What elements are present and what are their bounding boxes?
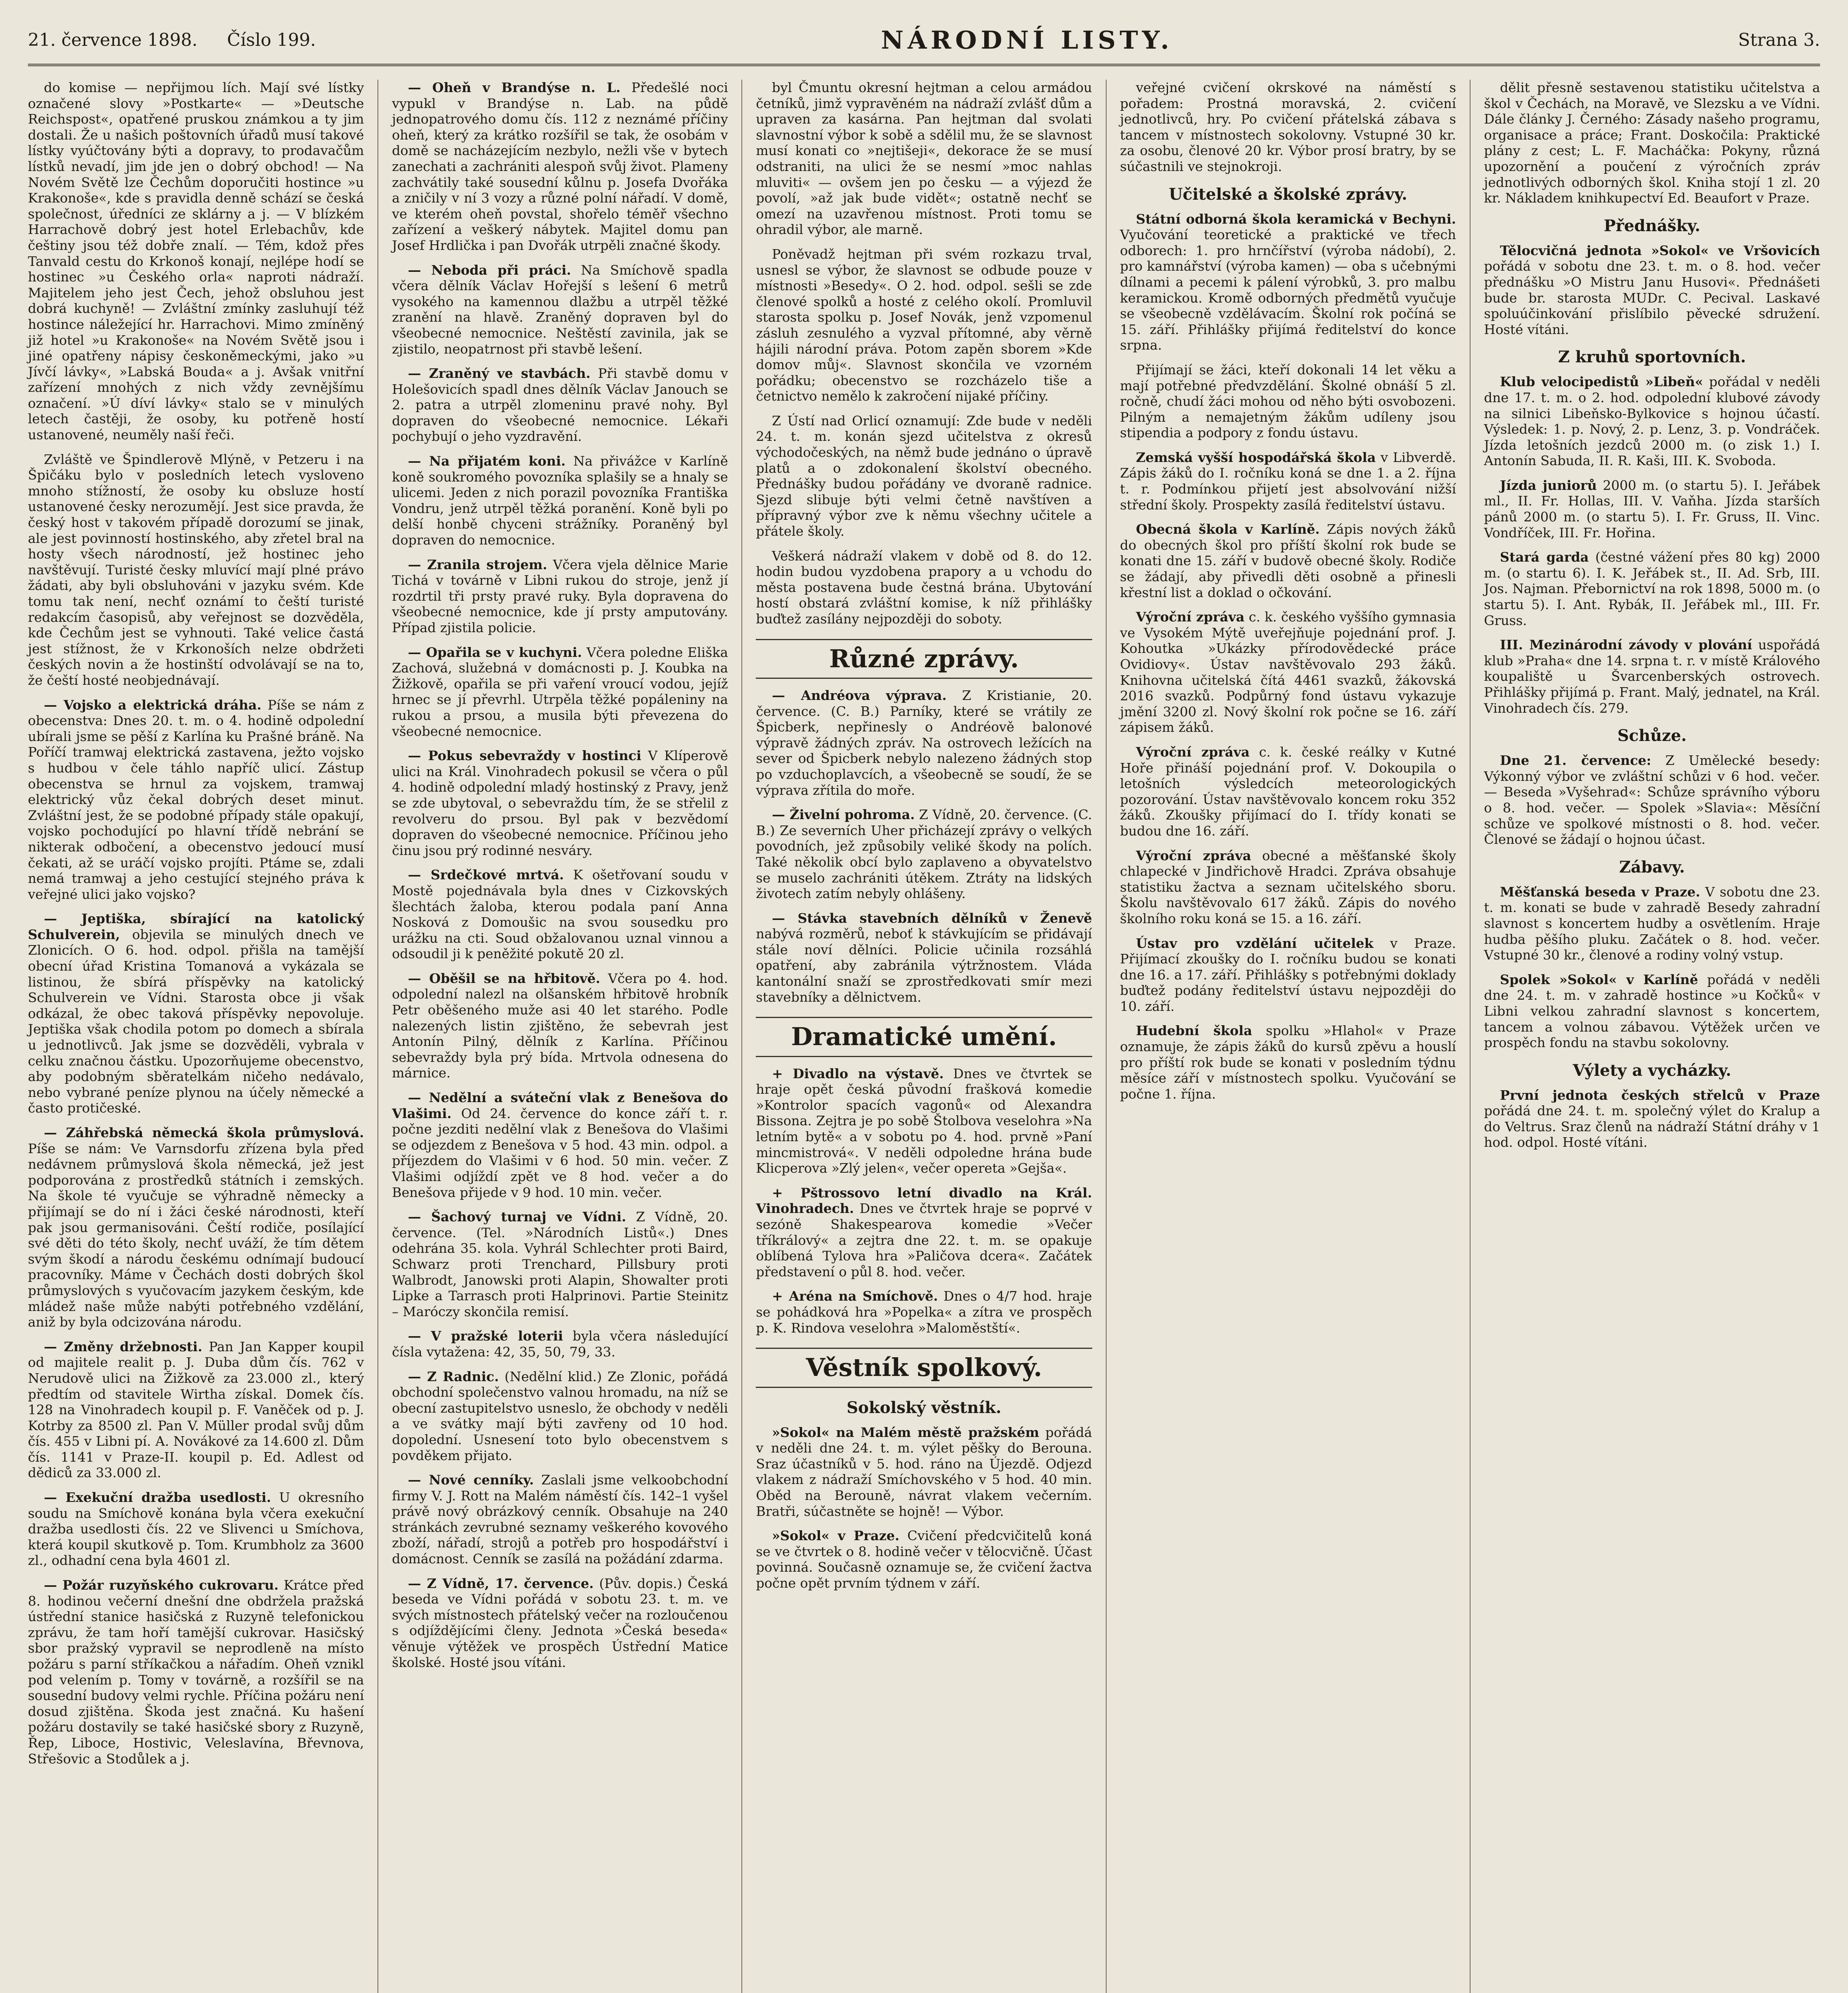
article-headline: Tělocvičná jednota »Sokol« ve Vršovicích	[1500, 242, 1820, 258]
column-1	[28, 80, 364, 1993]
article-paragraph	[28, 1339, 364, 1481]
article-body: c. k. české reálky v Kutné Hoře přináší pojednání prof. V. Dokoupila o letošních výsledcích meteorologických pozorování. Ústav navštěvovalo koncem roku 352 žáků. Zkoušky přijímací do I. třídy konati se budou dne 16. září.	[1120, 744, 1456, 839]
article-body: K ošetřovaní soudu v Mostě pojednávala byla dnes v Cizkovských šlechtách žaloba, kterou podala paní Anna Nosková z Domoušic na svou sousedku pro urážku na cti. Soud obžalovanou uznal vinnou a odsoudil ji k peněžité pokutě 20 zl.	[392, 867, 728, 962]
article-body: pořádá v neděli dne 24. t. m. výlet pěšky do Berouna. Sraz účastníků v 5. hod. ráno na Újezdě. Odjezd vlakem z nádraží Smíchovského v 5 hod. 40 min. Oběd na Berouně, návrat vlakem večerním. Bratři, súčastněte se hojně! — Výbor.	[756, 1424, 1092, 1519]
article-paragraph	[756, 910, 1092, 1005]
article-headline: — Nedělní a sváteční vlak z Benešova do Vlašimi.	[392, 1090, 728, 1121]
article-body: Z Vídně, 20. července. (Tel. »Národních Listů«.) Dnes odehrána 35. kola. Vyhrál Schlechter proti Baird, Schwarz proti Trenchard, Pillsbury proti Walbrodt, Janowski proti Alapin, Showalter proti Lipke a Tarrasch proti Halprinovi. Partie Steinitz – Maróczy skončila remisí.	[392, 1209, 728, 1319]
article-paragraph	[1484, 374, 1820, 469]
article-body: Z Umělecké besedy: Výkonný výbor ve zvláštní schůzi v 6 hod. večer. — Beseda »Vyšehrad«: Schůze správního výboru o 8. hod. večer. — Spolek »Slavia«: Měsíční schůze ve spolkové místnosti o 8. hod. večer. Členové se žádají o hojnou účast.	[1484, 753, 1820, 847]
article-paragraph	[392, 867, 728, 962]
article-body: Z Kristianie, 20. července. (C. B.) Parníky, které se vrátily ze Špicberk, nepřinesly o Andréově balonové výpravě žádných zpráv. Na ostrovech ležících na sever od Špicberk nebylo nalezeno žádných stop po vzduchoplavcích, a všeobecně se soudí, že se výprava zřítila do moře.	[756, 687, 1092, 798]
article-paragraph	[756, 1066, 1092, 1176]
article-body: uspořádá klub »Praha« dne 14. srpna t. r. v místě Králového koupaliště u Švarcenberských ostrovech. Přihlášky přijímá p. Frant. Malý, jednatel, na Král. Vinohradech čís. 279.	[1484, 637, 1820, 716]
article-headline: + Aréna na Smíchově.	[772, 1288, 938, 1304]
column-2	[392, 80, 728, 1993]
article-paragraph	[28, 1125, 364, 1330]
column-5	[1484, 80, 1820, 1993]
article-headline: — Pokus sebevraždy v hostinci	[408, 748, 641, 764]
article-body: (čestné vážení přes 80 kg) 2000 m. (o startu 6). I. K. Jeřábek st., II. Ad. Srb, III. Jos. Najman. Přebornictví na rok 1898, 5000 m. (o startu 5). I. Ant. Rybák, II. Jeřábek ml., III. Fr. Gruss.	[1484, 549, 1820, 628]
article-body: Dnes o 4/7 hod. hraje se pohádková hra »Popelka« a zítra ve prospěch p. K. Rindova veselohra »Maloměstští«.	[756, 1288, 1092, 1336]
article-paragraph	[28, 697, 364, 902]
article-paragraph	[1120, 1023, 1456, 1102]
article-paragraph	[1120, 450, 1456, 513]
article-headline: Měšťanská beseda v Praze.	[1500, 884, 1701, 900]
article-body: pořádá v sobotu dne 23. t. m. o 8. hod. večer přednášku »O Mistru Janu Husovi«. Přednášeti bude br. starosta MUDr. C. Pecival. Laskavé spoluúčinkování přislíbilo pěvecké sdružení. Hosté vítáni.	[1484, 258, 1820, 337]
article-headline: Státní odborná škola keramická v Bechyni.	[1136, 211, 1456, 227]
article-paragraph	[1120, 211, 1456, 353]
article-body: Přijímají se žáci, kteří dokonali 14 let věku a mají potřebné předvzdělání. Školné obnáší 5 zl. ročně, chudí žáci mohou od něho býti osvobozeni. Pilným a nemajetným žákům udíleny jsou stipendia a podpory z fondu ústavu.	[1120, 362, 1456, 441]
article-body: V sobotu dne 23. t. m. konati se bude v zahradě Besedy zahradní slavnost s koncertem hudby a osvětlením. Hraje hudba pěšího pluku. Začátek o 8. hod. večer. Vstupné 30 kr., členové a rodiny volný vstup.	[1484, 884, 1820, 963]
section-heading: Různé zprávy.	[756, 639, 1092, 679]
article-headline: Jízda juniorů	[1500, 477, 1597, 493]
masthead-left	[28, 30, 316, 50]
article-body: pořádá v neděli dne 24. t. m. v zahradě hostince »u Kočků« v Libni velkou zahradní slavnost s koncertem, tancem a volnou zábavou. Výtěžek určen ve prospěch fondu na stavbu sokolovny.	[1484, 971, 1820, 1051]
article-body: Na Smíchově spadla včera dělník Václav Hořejší s lešení 6 metrů vysokého na kamennou dlažbu a utrpěl těžké zranění na hlavě. Zraněný dopraven byl do všeobecné nemocnice. Neštěstí zavinila, jak se zjistilo, neopatrnost při stavbě lešení.	[392, 262, 728, 357]
article-paragraph	[392, 453, 728, 548]
article-paragraph	[392, 366, 728, 444]
article-paragraph	[392, 1472, 728, 1567]
subsection-heading: Sokolský věstník.	[846, 1398, 1002, 1417]
section-heading: Dramatické umění.	[756, 1017, 1092, 1057]
article-paragraph	[28, 1577, 364, 1767]
article-paragraph	[28, 1490, 364, 1568]
article-body: Na přivážce v Karlíně koně soukromého povozníka splašily se a hnaly se ulicemi. Jeden z nich porazil povozníka Františka Vondru, jenž utrpěl těžká poranění. Koně byli po delší honbě chyceni strážníky. Poraněný byl dopraven do nemocnice.	[392, 453, 728, 548]
article-body: Zápis nových žáků do obecných škol pro příští školní rok bude se konati dne 15. září v budově obecné školy. Rodiče se žádají, aby přivedli děti osobně a přinesli křestní list a doklad o očkování.	[1120, 521, 1456, 600]
article-paragraph	[392, 557, 728, 636]
article-body: Při stavbě domu v Holešovicích spadl dnes dělník Václav Janouch se 2. patra a utrpěl zlomeninu pravé nohy. Byl dopraven do všeobecné nemocnice. Lékaři pochybují o jeho vyzdravění.	[392, 366, 728, 444]
subsection-heading: Z kruhů sportovních.	[1558, 348, 1746, 367]
article-paragraph	[756, 688, 1092, 798]
article-paragraph	[756, 548, 1092, 627]
issue-number: Číslo 199.	[227, 29, 316, 50]
subsection-heading: Schůze.	[1617, 726, 1687, 745]
article-body: Včera po 4. hod. odpolední nalezl na olšanském hřbitově hrobník Petr oběšeného muže asi 40 let starého. Podle nalezených listin zjištěno, že sebevrah jest Antonín Pilný, dělník z Karlína. Příčinou sebevraždy byla prý bída. Mrtvola odnesena do márnice.	[392, 970, 728, 1081]
article-headline: + Pštrossovo letní divadlo na Král. Vinohradech.	[756, 1185, 1092, 1217]
article-paragraph	[392, 1369, 728, 1464]
article-body: c. k. českého vyššího gymnasia ve Vysokém Mýtě uveřejňuje pojednání prof. J. Kohoutka »Ukázky přírodovědecké práce Ovidiovy«. Ústav navštěvovalo 293 žáků. Knihovna učitelská čítá 4461 svazků, žákovská 2016 svazků. Podpůrný fond ústavu vykazuje jmění 3200 zl. Nový školní rok počne se 16. září zápisem žáků.	[1120, 609, 1456, 735]
newspaper-title: NÁRODNÍ LISTY.	[881, 25, 1173, 55]
article-paragraph	[756, 1528, 1092, 1591]
subsection-heading: Učitelské a školské zprávy.	[1169, 185, 1408, 204]
article-headline: — Zranila strojem.	[408, 556, 547, 572]
article-body: Poněvadž hejtman při svém rozkazu trval, usnesl se výbor, že slavnost se odbude pouze v místnosti »Besedy«. O 2. hod. odpol. sešli se zde členové spolků a hosté z celého okolí. Promluvil starosta spolku p. Josef Novák, jenž vzpomenul zásluh zesnulého a vyzval přítomné, aby věrně hájili národní práva. Potom zapěn sborem »Kde domov můj«. Slavnost skončila ve vzorném pořádku; obecenstvo se rozcházelo tiše a četnictvo nemělo k zakročení nijaké příčiny.	[756, 246, 1092, 404]
article-body: Pan Jan Kapper koupil od majitele realit p. J. Duba dům čís. 762 v Nerudově ulici na Žižkově za 23.000 zl., který předtím od stavitele Wirtha získal. Domek čís. 128 na Vinohradech koupil p. F. Vaněček od p. J. Kotrby za 8500 zl. Pan V. Müller prodal svůj dům čís. 455 v Libni pí. A. Novákové za 14.600 zl. Dům čís. 1141 v Praze-II. koupil p. Ed. Adlest od dědiců za 33.000 zl.	[28, 1338, 364, 1481]
article-headline: — Z Radnic.	[408, 1368, 499, 1384]
article-headline: Hudební škola	[1136, 1023, 1252, 1039]
article-headline: — Změny držebnosti.	[44, 1338, 202, 1354]
article-headline: — Exekuční dražba usedlosti.	[44, 1490, 271, 1506]
article-body: v Libverdě. Zápis žáků do I. ročníku koná se dne 1. a 2. října t. r. Podmínkou přijetí jest absolvování nižší střední školy. Prospekty zasílá ředitelství ústavu.	[1120, 449, 1456, 513]
column-3	[756, 80, 1092, 1993]
article-paragraph	[756, 246, 1092, 404]
text-columns	[28, 80, 1820, 1993]
article-body: pořádal v neděli dne 17. t. m. o 2. hod. odpolední klubové závody na silnici Libeňsko-Bylkovice s hojnou účastí. Výsledek: 1. p. Nový, 2. p. Lenz, 3. p. Vondráček. Jízda letošních jezdců 2000 m. (o zisk 1.) I. Antonín Sabuda, II. R. Kaši, III. K. Svoboda.	[1484, 374, 1820, 469]
article-body: byl Čmuntu okresní hejtman a celou armádou četníků, jimž vypravěném na nádraží zvlášť dům a upraven za kasárna. Pan hejtman dal svolati slavnostní výbor k sobě a sdělil mu, že se slavnost musí konati co »nejtišeji«, dekorace že se musí odstraniti, na ulici že se nesmí »moc nahlas mluviti« — ovšem jen po česku — a výjezd že povolí, »až jak bude vidět«; ostatně nechť se omezí na uzavřenou místnost. Proti tomu se ohradil výbor, ale marně.	[756, 80, 1092, 238]
article-headline: Výroční zpráva	[1136, 744, 1250, 760]
article-paragraph	[1484, 753, 1820, 847]
article-body: Veškerá nádraží vlakem v době od 8. do 12. hodin budou vyzdobena prapory a u vchodu do města postavena bude čestná brána. Ubytování hostí obstará zvláštní komise, k níž přihlášky buďtež zasílány nejpozději do soboty.	[756, 548, 1092, 627]
article-body: Píše se nám: Ve Varnsdorfu zřízena byla před nedávnem průmyslová škola německá, jež jest podporována z prostředků státních i zemských. Na škole té vyučuje se výhradně německy a přijímají se do ní i žáci české národnosti, kteří pak jsou germanisováni. Čeští rodiče, posílající své děti do této školy, nechť uváží, že tím dětem svým škodí a národu českému odnímají budoucí pracovníky. Máme v Čechách dosti dobrých škol průmyslových s vyučovacím jazykem českým, kde mládež naše může nabýti potřebného vzdělání, aniž by byla odcizována národu.	[28, 1140, 364, 1330]
article-paragraph	[756, 1425, 1092, 1519]
article-body: v Praze. Přijímací zkoušky do I. ročníku budou se konati dne 16. a 17. září. Přihlášky s potřebnými doklady buďtež podány ředitelství ústavu nejpozději do 10. září.	[1120, 935, 1456, 1014]
article-headline: — Vojsko a elektrická dráha.	[44, 697, 261, 713]
subsection-heading: Výlety a vycházky.	[1573, 1061, 1732, 1080]
article-body: Z Vídně, 20. července. (C. B.) Ze severních Uher přicházejí zprávy o velkých povodních, jež způsobily veliké škody na polích. Také několik obcí bylo zaplaveno a obyvatelstvo se muselo zachrániti útěkem. Ztráty na lidských životech zatím nebyly ohlášeny.	[756, 807, 1092, 902]
subsection-heading: Přednášky.	[1604, 216, 1701, 235]
article-headline: — Zraněný ve stavbách.	[408, 366, 591, 381]
article-headline: Výroční zpráva	[1136, 847, 1251, 863]
article-body: byla včera následující čísla vytažena: 42, 35, 50, 79, 33.	[392, 1328, 728, 1360]
article-paragraph	[392, 748, 728, 858]
article-paragraph	[1120, 609, 1456, 735]
article-paragraph	[1484, 972, 1820, 1051]
article-body: Z Ústí nad Orlicí oznamují: Zde bude v neděli 24. t. m. konán sjezd učitelstva z okresů východočeských, na němž bude jednáno o úpravě platů a o zdokonalení školství obecného. Přednášky budou pořádány ve dvoraně radnice. Sjezd slibuje býti velmi četně navštíven a přípravný výbor zve k němu všechny učitele a přátele školy.	[756, 413, 1092, 539]
article-headline: První jednota českých střelců v Praze	[1500, 1087, 1820, 1103]
article-headline: — Nové cenníky.	[408, 1472, 534, 1488]
article-paragraph	[1484, 80, 1820, 206]
article-headline: III. Mezinárodní závody v plování	[1500, 637, 1752, 653]
article-headline: — Stávka stavebních dělníků v Ženevě	[772, 910, 1092, 926]
article-body: (Nedělní klid.) Ze Zlonic, pořádá obchodní společenstvo valnou hromadu, na níž se obecní zastupitelstvo usneslo, že obchody v neděli a ve svátky mají býti zavřeny od 10 hod. dopolední. Usnesení toto bylo obecenstvem s povděkem přijato.	[392, 1368, 728, 1463]
article-paragraph	[1484, 243, 1820, 338]
article-body: veřejné cvičení okrskové na náměstí s pořadem: Prostná moravská, 2. cvičení jednotlivců, hry. Po cvičení přátelská zábava s tancem v místnostech sokolovny. Vstupné 30 kr. za osobu, členové 20 kr. Výbor prosí bratry, by se súčastnili ve stejnokroji.	[1120, 80, 1456, 174]
article-headline: — Andréova výprava.	[772, 687, 947, 703]
article-headline: Obecná škola v Karlíně.	[1136, 521, 1320, 537]
article-paragraph	[392, 1090, 728, 1200]
article-headline: »Sokol« na Malém městě pražském	[772, 1424, 1039, 1440]
article-body: Dnes ve čtvrtek se hraje opět česká původní frašková komedie »Kontrolor spacích vagonů« od Alexandra Bissona. Zejtra je po sobě Štolbova veselohra »Na letním bytě« a v sobotu po 4. hod. prvně »Paní mincmistrová«. V neděli odpoledne hrána bude Klicperova »Zlý jelen«, večer opereta »Gejša«.	[756, 1065, 1092, 1176]
article-body: Vyučování teoretické a praktické ve třech odborech: 1. pro hrnčířství (výroba nádobí), 2. pro kamnářství (výroba kamen) — oba s učebnými dílnami a pecemi k pálení výrobků, 3. pro malbu keramickou. Kromě odborných předmětů vyučuje se všeobecně vzdělávacím. Školní rok počíná se 15. září. Přihlášky přijímá ředitelství do konce srpna.	[1120, 227, 1456, 353]
article-body: 2000 m. (o startu 5). I. Jeřábek ml., II. Fr. Hollas, III. V. Vaňha. Jízda starších pánů 2000 m. (o startu 5). I. Fr. Gruss, II. Vinc. Vondříček, III. Fr. Hořina.	[1484, 477, 1820, 541]
article-headline: — Živelní pohroma.	[772, 807, 915, 823]
article-headline: — Na přijatém koni.	[408, 453, 566, 469]
subsection-heading: Zábavy.	[1619, 857, 1685, 877]
issue-date: 21. července 1898.	[28, 29, 198, 50]
article-headline: — Záhřebská německá škola průmyslová.	[44, 1125, 364, 1140]
article-paragraph	[1120, 744, 1456, 839]
article-paragraph	[756, 413, 1092, 539]
article-body: Krátce před 8. hodinou večerní dnešní dne obdržela pražská ústřední stanice hasičská z Ruzyně telefonickou zprávu, že tam hoří tamější cukrovar. Hasičský sbor pražský vypravil se neprodleně na místo požáru s parní stříkačkou a nářadím. Oheň vznikl pod velením p. Tomy v továrně, a rozšířil se na sousední budovy velmi rychle. Příčina požáru není dosud zjištěna. Škoda jest značná. Ku hašení požáru dostavily se také hasičské sbory z Ruzyně, Řep, Liboce, Hostivic, Veleslavína, Břevnova, Střešovic a Stodůlek a j.	[28, 1577, 364, 1767]
article-paragraph	[392, 1328, 728, 1360]
article-paragraph	[756, 80, 1092, 238]
article-paragraph	[1120, 362, 1456, 441]
article-paragraph	[1484, 1087, 1820, 1150]
article-body: V Klíperově ulici na Král. Vinohradech pokusil se včera o půl 4. hodině odpolední mladý hostinský z Pravy, jenž se zde ubytoval, o sebevraždu tím, že se střelil z revolveru do prsou. Byl pak v bezvědomí dopraven do všeobecné nemocnice. Příčinou jeho činu jsou prý rodinné nesváry.	[392, 748, 728, 858]
article-paragraph	[392, 1209, 728, 1319]
article-paragraph	[1120, 80, 1456, 175]
article-headline: Výroční zpráva	[1136, 609, 1244, 625]
article-body: Dnes ve čtvrtek hraje se poprvé v sezóně Shakespearova komedie »Večer tříkrálový« a zejtra dne 22. t. m. se opakuje oblíbená Tylova hra »Paličova dcera«. Začátek představení o půl 8. hod. večer.	[756, 1201, 1092, 1280]
article-paragraph	[392, 80, 728, 254]
article-body: Cvičení předcvičitelů koná se ve čtvrtek o 8. hodině večer v tělocvičně. Účast povinná. Současně oznamuje se, že cvičení žactva počne opět prvním týdnem v září.	[756, 1528, 1092, 1591]
article-body: pořádá dne 24. t. m. společný výlet do Kralup a do Veltrus. Sraz členů na nádraží Státní dráhy v 1 hod. odpol. Hosté vítáni.	[1484, 1103, 1820, 1150]
article-headline: — Opařila se v kuchyni.	[408, 644, 582, 660]
article-paragraph	[392, 262, 728, 357]
page-number: Strana 3.	[1738, 29, 1820, 50]
article-paragraph	[756, 1185, 1092, 1280]
article-headline: — Z Vídně, 17. července.	[408, 1575, 594, 1591]
article-paragraph	[756, 1288, 1092, 1336]
article-paragraph	[28, 911, 364, 1116]
article-body: Předešlé noci vypukl v Brandýse n. Lab. na půdě jednopatrového domu čís. 112 z neznámé příčiny oheň, který za krátko rozšířil se tak, že osobám v domě se nacházejícím nezbylo, nežli vše v bytech zanechati a zachrániti alespoň svůj život. Plameny zachvátily také sousední kůlnu p. Josefa Dvořáka a zničily v ní 3 vozy a různé polní nářadí. V domě, ve kterém oheň povstal, shořelo téměř všechno zařízení a veškerý nábytek. Majitel domu pan Josef Hrdlička i pan Dvořák utrpěli značné škody.	[392, 80, 728, 253]
article-headline: Stará garda	[1500, 549, 1589, 565]
article-paragraph	[1120, 936, 1456, 1014]
article-headline: Spolek »Sokol« v Karlíně	[1500, 971, 1698, 987]
article-paragraph	[28, 452, 364, 688]
article-body: Včera poledne Eliška Zachová, služebná v domácnosti p. J. Koubka na Žižkově, opařila se při vaření vroucí vodou, jejíž hrnec se jí převrhl. Utrpěla těžké popáleniny na rukou a prsou, a musila býti převezena do všeobecné nemocnice.	[392, 644, 728, 739]
article-headline: — Oběšil se na hřbitově.	[408, 970, 600, 986]
article-body: Píše se nám z obecenstva: Dnes 20. t. m. o 4. hodině odpolední ubírali jsme se pěší z Karlína ku Prašné bráně. Na Poříčí tramwaj elektrická zastavena, ježto vojsko s hudbou v čele táhlo napříč ulicí. Zástup obecenstva se hrnul za vojskem, tramwaj elektrický vůz čekal dobrých deset minut. Zvláštní jest, že se podobné případy stále opakují, vojsko pochodující po hlavní třídě nebrání se nikterak odbočení, a obecenstvo jedoucí musí čekati, až se uráčí vojsko projíti. Ptáme se, zdali nemá tramwaj a jeho cestující stejného práva k veřejné ulici jako vojsko?	[28, 697, 364, 902]
article-body: spolku »Hlahol« v Praze oznamuje, že zápis žáků do kursů zpěvu a houslí pro příští rok bude se konati v posledním týdnu měsíce září v místnostech spolku. Vyučování se počne 1. října.	[1120, 1023, 1456, 1102]
article-paragraph	[1484, 637, 1820, 716]
article-paragraph	[1484, 549, 1820, 628]
section-heading: Věstník spolkový.	[756, 1348, 1092, 1388]
article-body: Včera vjela dělnice Marie Tichá v továrně v Libni rukou do stroje, jenž jí rozdrtil tři prsty pravé ruky. Byla dopravena do všeobecné nemocnice, kde jí prsty amputovány. Případ zjistila policie.	[392, 556, 728, 635]
article-headline: — Šachový turnaj ve Vídni.	[408, 1209, 626, 1225]
article-paragraph	[1120, 848, 1456, 927]
article-paragraph	[28, 80, 364, 443]
masthead	[28, 16, 1820, 66]
article-headline: — Jeptiška, sbírající na katolický Schulverein,	[28, 911, 364, 942]
article-body: objevila se minulých dnech ve Zlonicích. O 6. hod. odpol. přišla na tamější obecní úřad Kristina Tomanová a vykázala se listinou, že sbírá příspěvky na katolický Schulverein ve Vídni. Starosta obce ji však odkázal, že obec taková příspěvky nepovoluje. Jeptiška však chodila potom po domech a sbírala u jednotlivců. Jak jsme se dozvěděli, vybrala v celku značnou částku. Upozorňujeme obecenstvo, aby podobným sběratelkám ničeho nedávalo, nebo vybrané peníze plynou na účely německé a často protičeské.	[28, 926, 364, 1116]
article-body: Od 24. července do konce září t. r. počne jezditi nedělní vlak z Benešova do Vlašimi se odjezdem z Benešova v 5 hod. 43 min. odpol. a příjezdem do Vlašimi v 6 hod. 50 min. večer. Z Vlašimi odjíždí zpět ve 8 hod. večer a do Benešova přijede v 9 hod. 10 min. večer.	[392, 1105, 728, 1200]
article-body: Zaslali jsme velkoobchodní firmy V. J. Rott na Malém náměstí čís. 142–1 vyšel právě nový obrázkový cenník. Obsahuje na 240 stránkách zevrubné seznamy veškerého kovového zboží, nářadí, strojů a potřeb pro hospodářství i domácnost. Cenník se zasílá na požádání zdarma.	[392, 1472, 728, 1567]
article-body: U okresního soudu na Smíchově konána byla včera exekuční dražba usedlosti čís. 22 ve Slivenci u Smíchova, která koupil skutkově p. Tom. Krumbholz za 3600 zl., odhadní cena byla 4601 zl.	[28, 1490, 364, 1568]
article-headline: — Neboda při práci.	[408, 262, 571, 278]
article-paragraph	[392, 971, 728, 1081]
article-headline: Ústav pro vzdělání učitelek	[1136, 935, 1374, 951]
article-paragraph	[1484, 884, 1820, 963]
column-4	[1120, 80, 1456, 1993]
article-body: Zvláště ve Špindlerově Mlýně, v Petzeru i na Špičáku bylo v posledních letech vysloveno mnoho stížností, že osoby ku obsluze hostí ustanovené česky nerozumějí. Jest sice pravda, že český host v takovém případě dorozumí se jinak, ale jest povinností hostinského, aby zřetel bral na hosty všech národností, jež hostinec jeho navštěvují. Turisté česky mluvící mají plné právo žádati, aby byli obsluhováni v jazyku svém. Kde tomu tak není, nechť oznámí to čeští turisté redakcím časopisů, aby veřejnost se dozvěděla, kde Čechům jest se vyhnouti. Také velice častá jest stížnost, že v Krkonoších nelze obdržeti českých novin a že hostinští odvolávají se na to, že čeští hosté neobjednávají.	[28, 451, 364, 688]
article-body: nabývá rozměrů, neboť k stávkujícím se přidávají stále noví dělníci. Policie učinila rozsáhlá opatření, aby zabránila výtržnostem. Vláda kantonální snaží se zprostředkovati smír mezi stavebníky a dělnictvem.	[756, 926, 1092, 1005]
article-headline: — Požár ruzyňského cukrovaru.	[44, 1577, 279, 1593]
article-paragraph	[1120, 521, 1456, 600]
article-headline: Zemská vyšší hospodářská škola	[1136, 449, 1376, 465]
article-headline: Klub velocipedistů »Libeň«	[1500, 374, 1703, 390]
article-body: obecné a měšťanské školy chlapecké v Jindřichově Hradci. Zpráva obsahuje statistiku žactva a seznam učitelského sboru. Školu navštěvovalo 617 žáků. Zápis do nového školního roku koná se 15. a 16. září.	[1120, 847, 1456, 926]
article-paragraph	[392, 645, 728, 739]
article-headline: — Oheň v Brandýse n. L.	[408, 80, 621, 95]
article-body: do komise — nepřijmou lích. Mají své lístky označené slovy »Postkarte« — »Deutsche Reichspost«, opatřené pruskou známkou a ty jim dostali. Že u našich poštovních úřadů musí takové lístky vyúčtovány býti a dopravy, to prodavačům lístků nevadí, jim jde jen o dobrý obchod! — Na Novém Světě lze Čechům doporučiti hostince »u Krakonoše«, kde s pravidla denně schází se česká společnost, úředníci ze sklárny a j. — V blízkém Harrachově dobrý jest hotel Erlebachův, kde češtiny jsou též dobře znalí. — Tém, kdož přes Tanvald cestu do Krkonoš konají, nejlépe hodí se hostinec »u Českého orla« naproti nádraží. Majitelem jeho jest Čech, jehož obsluhou jest dobrá kuchyně! — Zvláštní zmínky zasluhují též hostince náležející hr. Harrachovi. Mimo zmíněný již hotel »u Krakonoše« na Novém Světě jsou i jiné opatřeny nápisy českoněmeckými, jako »u Jívčí lávky«, »Labská Bouda« a j. Avšak vnitřní zařízení mnohých z nich vždy zevnějšímu označení. »Ú díví lávky« stalo se v minulých letech častěji, že osoby, ku potřeně hostí ustanovené, neuměly naší řeči.	[28, 80, 364, 443]
article-headline: Dne 21. července:	[1500, 753, 1651, 769]
article-headline: — V pražské loterii	[408, 1328, 563, 1344]
article-paragraph	[756, 807, 1092, 902]
article-headline: »Sokol« v Praze.	[772, 1528, 900, 1544]
article-body: (Pův. dopis.) Česká beseda ve Vídni pořádá v sobotu 23. t. m. ve svých místnostech přátelský večer na rozloučenou s odjíždějícími členy. Jednota »Česká beseda« věnuje výtěžek ve prospěch Ústřední Matice školské. Hosté jsou vítáni.	[392, 1575, 728, 1670]
article-body: dělit přesně sestavenou statistiku učitelstva a škol v Čechách, na Moravě, ve Slezsku a ve Vídni. Dále články J. Černého: Zásady našeho programu, organisace a práce; Frant. Doskočila: Praktické plány z cest; L. F. Macháčka: Pokyny, různá upozornění a poučení z výročních zpráv jednotlivých odborných škol. Kniha stojí 1 zl. 20 kr. Nákladem knihkupectví Ed. Beaufort v Praze.	[1484, 80, 1820, 206]
article-headline: + Divadlo na výstavě.	[772, 1065, 944, 1081]
article-headline: — Srdečkové mrtvá.	[408, 867, 564, 883]
article-paragraph	[1484, 478, 1820, 541]
article-paragraph	[392, 1576, 728, 1671]
